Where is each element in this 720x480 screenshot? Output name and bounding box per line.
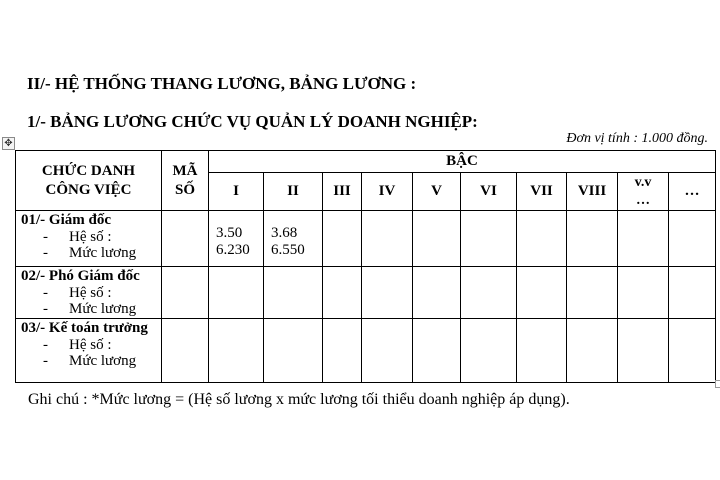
grade-value-cell [618,267,669,319]
grade-value-cell [362,267,413,319]
position-cell [16,267,162,319]
grade-value-cell [209,319,264,383]
move-arrows-icon[interactable]: ✥ [2,137,15,150]
grade-header: IV [362,173,413,211]
grade-etc-header: v.v … [618,173,669,211]
grade-header: VIII [567,173,618,211]
grade-value-cell [362,211,413,267]
position-title: 03/- Kế toán trưởng [21,320,148,336]
subsection-heading: 1/- BẢNG LƯƠNG CHỨC VỤ QUẢN LÝ DOANH NGHIỆP: [27,112,478,131]
grade-value-cell [669,267,716,319]
grade-value-cell [517,211,567,267]
salary-label: - Mức lương [43,245,137,261]
code-cell [162,211,209,267]
grade-header: VII [517,173,567,211]
grade-header: V [413,173,461,211]
grade-value-cell [517,267,567,319]
coefficient-label: - Hệ số : [43,336,112,353]
grade-value-cell [209,267,264,319]
resize-icon[interactable] [715,380,720,388]
job-title-header: CHỨC DANH CÔNG VIỆC [16,151,162,211]
salary-label: - Mức lương [43,353,137,369]
salary-table [15,150,716,383]
grade-value-cell [567,267,618,319]
grade-value-cell [413,319,461,383]
grade-value-cell: 3.68 6.550 [264,211,323,267]
table-row [16,267,716,319]
grade-value-cell [413,211,461,267]
grade-value-cell [618,319,669,383]
grade-value-cell [264,319,323,383]
section-heading: II/- HỆ THỐNG THANG LƯƠNG, BẢNG LƯƠNG : [27,74,417,93]
position-title: 02/- Phó Giám đốc [21,268,140,284]
grade-value-cell [264,267,323,319]
coefficient-label: - Hệ số : [43,228,112,245]
table-row [16,211,716,267]
code-cell [162,267,209,319]
grade-header: III [323,173,362,211]
grade-group-header: BẬC [209,151,716,173]
grade-value-cell [323,267,362,319]
grade-value-cell [461,211,517,267]
grade-value-cell [461,267,517,319]
position-cell [16,319,162,383]
code-cell [162,319,209,383]
grade-more-header: … [669,173,716,211]
footnote: Ghi chú : *Mức lương = (Hệ số lương x mức lương tối thiểu doanh nghiệp áp dụng). [28,391,570,408]
grade-value-cell [618,211,669,267]
grade-value-cell [323,211,362,267]
position-title: 01/- Giám đốc [21,212,111,228]
table-row [16,319,716,383]
grade-value-cell [362,319,413,383]
grade-value-cell [567,319,618,383]
grade-header: II [264,173,323,211]
grade-value-cell [413,267,461,319]
table-header-row [16,151,716,173]
grade-value-cell [323,319,362,383]
code-header: MÃ SỐ [162,151,209,211]
grade-header: VI [461,173,517,211]
coefficient-label: - Hệ số : [43,284,112,301]
grade-value-cell: 3.50 6.230 [209,211,264,267]
grade-header: I [209,173,264,211]
grade-value-cell [567,211,618,267]
grade-value-cell [517,319,567,383]
unit-note: Đơn vị tính : 1.000 đồng. [566,131,708,146]
grade-value-cell [669,319,716,383]
salary-label: - Mức lương [43,301,137,317]
grade-value-cell [461,319,517,383]
grade-value-cell [669,211,716,267]
position-cell [16,211,162,267]
